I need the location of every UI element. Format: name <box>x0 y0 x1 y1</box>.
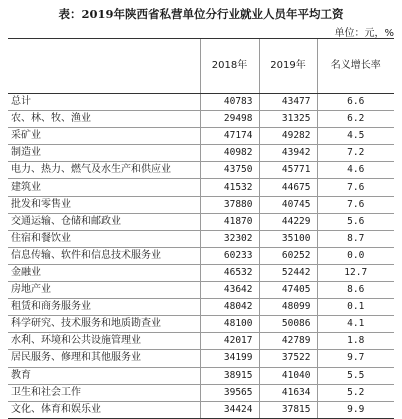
wage-2018-cell: 47174 <box>200 128 259 145</box>
industry-cell: 房地产业 <box>8 282 200 299</box>
wage-2018-cell: 41532 <box>200 179 259 196</box>
table-body <box>8 94 394 419</box>
table-row <box>8 94 394 111</box>
industry-cell: 住宿和餐饮业 <box>8 230 200 247</box>
wage-2018-cell: 60233 <box>200 247 259 264</box>
wage-2019-cell: 37522 <box>259 350 317 367</box>
wage-2019-cell: 50086 <box>259 316 317 333</box>
wage-2018-cell: 38915 <box>200 367 259 384</box>
wage-2018-cell: 29498 <box>200 111 259 128</box>
table-row <box>8 264 394 281</box>
wage-2018-cell: 48042 <box>200 299 259 316</box>
growth-rate-cell: 12.7 <box>317 264 394 281</box>
wage-2019-cell: 44229 <box>259 213 317 230</box>
growth-rate-cell: 5.6 <box>317 213 394 230</box>
table-row <box>8 111 394 128</box>
wage-2018-cell: 41870 <box>200 213 259 230</box>
growth-rate-cell: 8.6 <box>317 282 394 299</box>
table-row <box>8 230 394 247</box>
growth-rate-cell: 4.6 <box>317 162 394 179</box>
header-row <box>8 39 394 94</box>
industry-cell: 卫生和社会工作 <box>8 384 200 401</box>
industry-cell: 电力、热力、燃气及水生产和供应业 <box>8 162 200 179</box>
header-growth-rate: 名义增长率 <box>317 39 394 94</box>
wage-2018-cell: 43750 <box>200 162 259 179</box>
wage-2019-cell: 52442 <box>259 264 317 281</box>
wage-table <box>8 39 394 419</box>
wage-2019-cell: 31325 <box>259 111 317 128</box>
wage-2019-cell: 45771 <box>259 162 317 179</box>
table-row <box>8 384 394 401</box>
industry-cell: 文化、体育和娱乐业 <box>8 401 200 418</box>
growth-rate-cell: 9.7 <box>317 350 394 367</box>
header-2018: 2018年 <box>200 39 259 94</box>
wage-2019-cell: 48099 <box>259 299 317 316</box>
wage-table-container <box>8 38 394 419</box>
growth-rate-cell: 7.6 <box>317 196 394 213</box>
wage-2019-cell: 41634 <box>259 384 317 401</box>
wage-2019-cell: 49282 <box>259 128 317 145</box>
table-row <box>8 196 394 213</box>
industry-cell: 制造业 <box>8 145 200 162</box>
wage-2019-cell: 40745 <box>259 196 317 213</box>
wage-2019-cell: 60252 <box>259 247 317 264</box>
wage-2019-cell: 44675 <box>259 179 317 196</box>
table-row <box>8 316 394 333</box>
wage-2018-cell: 34424 <box>200 401 259 418</box>
wage-2018-cell: 34199 <box>200 350 259 367</box>
wage-2019-cell: 35100 <box>259 230 317 247</box>
growth-rate-cell: 9.9 <box>317 401 394 418</box>
industry-cell: 采矿业 <box>8 128 200 145</box>
growth-rate-cell: 6.2 <box>317 111 394 128</box>
industry-cell: 科学研究、技术服务和地质勘查业 <box>8 316 200 333</box>
document-title: 表：2019年陕西省私营单位分行业就业人员年平均工资 <box>58 7 344 21</box>
table-row <box>8 247 394 264</box>
wage-2018-cell: 40982 <box>200 145 259 162</box>
wage-2019-cell: 43477 <box>259 94 317 111</box>
wage-2018-cell: 40783 <box>200 94 259 111</box>
table-row <box>8 179 394 196</box>
industry-cell: 农、林、牧、渔业 <box>8 111 200 128</box>
wage-2019-cell: 42789 <box>259 333 317 350</box>
wage-2018-cell: 37880 <box>200 196 259 213</box>
table-row <box>8 350 394 367</box>
table-row <box>8 401 394 418</box>
wage-2018-cell: 32302 <box>200 230 259 247</box>
industry-cell: 建筑业 <box>8 179 200 196</box>
wage-2018-cell: 46532 <box>200 264 259 281</box>
growth-rate-cell: 5.2 <box>317 384 394 401</box>
industry-cell: 批发和零售业 <box>8 196 200 213</box>
growth-rate-cell: 5.5 <box>317 367 394 384</box>
industry-cell: 金融业 <box>8 264 200 281</box>
wage-2019-cell: 47405 <box>259 282 317 299</box>
growth-rate-cell: 7.6 <box>317 179 394 196</box>
industry-cell: 教育 <box>8 367 200 384</box>
growth-rate-cell: 1.8 <box>317 333 394 350</box>
table-row <box>8 162 394 179</box>
table-row <box>8 299 394 316</box>
wage-2019-cell: 41040 <box>259 367 317 384</box>
industry-cell: 居民服务、修理和其他服务业 <box>8 350 200 367</box>
industry-cell: 信息传输、软件和信息技术服务业 <box>8 247 200 264</box>
industry-cell: 租赁和商务服务业 <box>8 299 200 316</box>
industry-cell: 总计 <box>8 94 200 111</box>
wage-2018-cell: 39565 <box>200 384 259 401</box>
industry-cell: 交通运输、仓储和邮政业 <box>8 213 200 230</box>
table-row <box>8 145 394 162</box>
table-row <box>8 213 394 230</box>
header-industry <box>8 39 200 94</box>
growth-rate-cell: 0.0 <box>317 247 394 264</box>
growth-rate-cell: 8.7 <box>317 230 394 247</box>
table-row <box>8 128 394 145</box>
wage-2018-cell: 48100 <box>200 316 259 333</box>
table-row <box>8 367 394 384</box>
wage-2018-cell: 42017 <box>200 333 259 350</box>
growth-rate-cell: 4.5 <box>317 128 394 145</box>
wage-2019-cell: 43942 <box>259 145 317 162</box>
table-row <box>8 282 394 299</box>
industry-cell: 水利、环境和公共设施管理业 <box>8 333 200 350</box>
growth-rate-cell: 7.2 <box>317 145 394 162</box>
growth-rate-cell: 6.6 <box>317 94 394 111</box>
wage-2019-cell: 37815 <box>259 401 317 418</box>
header-2019: 2019年 <box>259 39 317 94</box>
wage-2018-cell: 43642 <box>200 282 259 299</box>
unit-note: 单位：元，% <box>334 28 394 39</box>
growth-rate-cell: 4.1 <box>317 316 394 333</box>
growth-rate-cell: 0.1 <box>317 299 394 316</box>
table-row <box>8 333 394 350</box>
